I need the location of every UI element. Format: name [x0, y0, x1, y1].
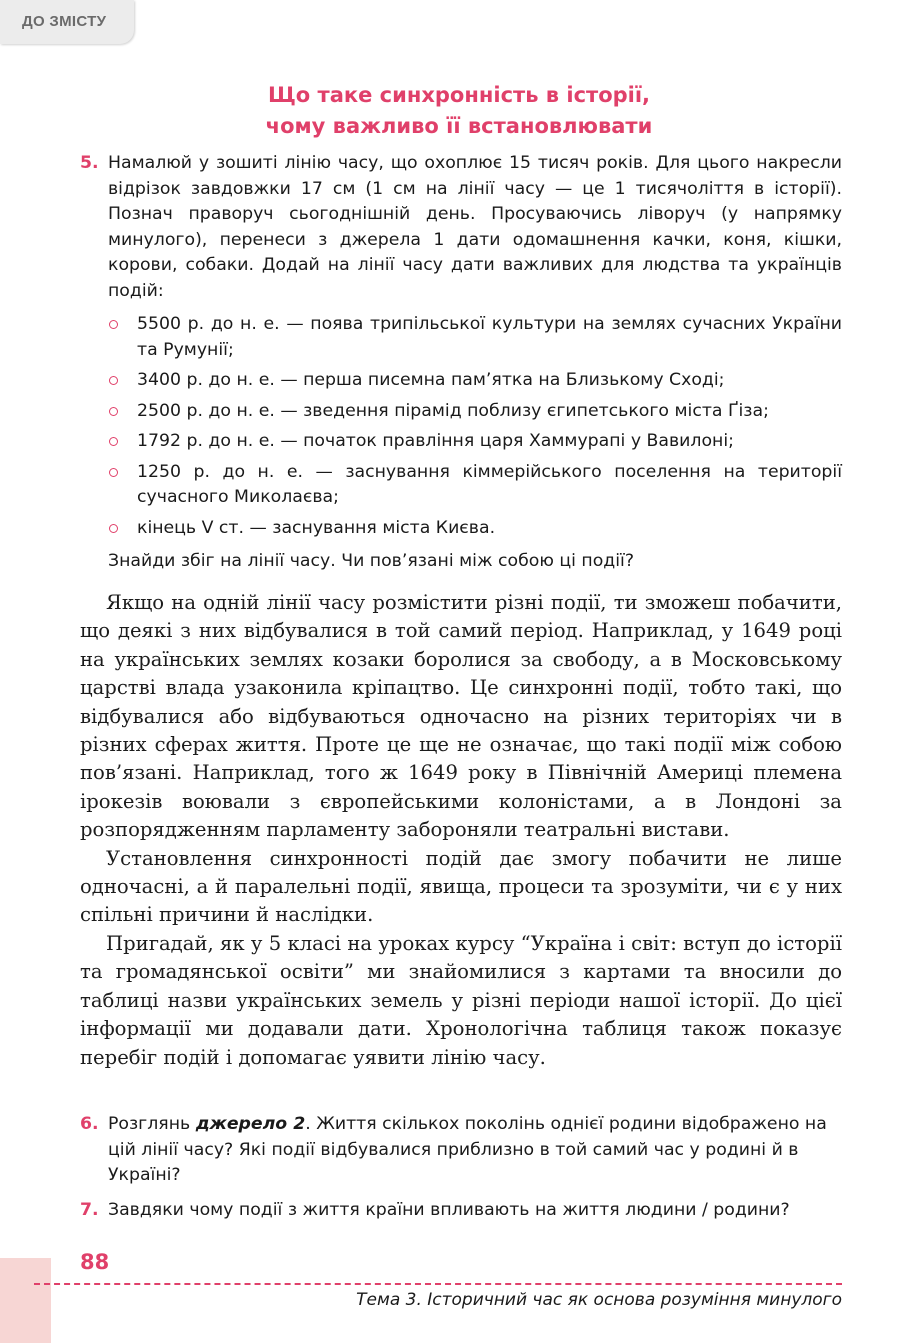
task-7: [80, 1198, 842, 1224]
task-5: [80, 151, 842, 304]
task-7-number: 7.: [80, 1200, 99, 1220]
task-5-number: 5.: [80, 153, 99, 173]
list-item: 1250 р. до н. е. — заснування кіммерійського поселення на території сучасного Миколаєва;: [108, 460, 842, 511]
list-item: 5500 р. до н. е. — поява трипільської культури на землях сучасних України та Румунії;: [108, 312, 842, 363]
list-item: 2500 р. до н. е. — зведення пірамід поблизу єгипетського міста Ґіза;: [108, 399, 842, 425]
page-number: 88: [80, 1250, 110, 1274]
list-item: 1792 р. до н. е. — початок правління царя Хаммурапі у Вавилоні;: [108, 429, 842, 455]
source-reference: джерело 2: [195, 1114, 306, 1134]
heading-line-2: чому важливо її встановлювати: [265, 114, 653, 138]
list-item: кінець V ст. — заснування міста Києва.: [108, 516, 842, 542]
task-5-text: Намалюй у зошиті лінію часу, що охоплює 15 тисяч років. Для цього накресли відрізок завдовжки 17 см (1 см на лінії часу — це 1 тисячоліття в історії). Познач праворуч сьогоднішній день. Просуваючись ліворуч (у напрямку минулого), перенеси з джерела 1 дати одомашнення качки, коня, кішки, корови, собаки. Додай на лінії часу дати важливих для людства та українців подій:: [108, 153, 842, 301]
bullet-circle-icon: [109, 376, 118, 385]
bullet-circle-icon: [109, 524, 118, 533]
list-item: 3400 р. до н. е. — перша писемна пам’ятка на Близькому Сході;: [108, 368, 842, 394]
event-list: [108, 312, 842, 546]
running-footer: Тема 3. Історичний час як основа розуміння минулого: [356, 1290, 842, 1310]
task-7-text: Завдяки чому події з життя країни впливають на життя людини / родини?: [108, 1200, 790, 1220]
page-corner-strip: [0, 1258, 51, 1343]
task-5-question: Знайди збіг на лінії часу. Чи пов’язані між собою ці події?: [108, 551, 635, 571]
toc-link[interactable]: ДО ЗМІСТУ: [0, 0, 134, 44]
paragraph-parallel-events: Установлення синхронності подій дає змогу побачити не лише одночасні, а й паралельні події, явища, процеси та зрозуміти, чи є у них спільні причини й наслідки.: [80, 846, 842, 927]
task-6-text: Розглянь джерело 2. Життя скількох поколінь однієї родини відображено на цій лінії часу? Які події відбувалися приблизно в той самий час у родині й в Україні?: [108, 1114, 827, 1185]
task-6-number: 6.: [80, 1114, 99, 1134]
bullet-circle-icon: [109, 407, 118, 416]
paragraph-synchronous-events: Якщо на одній лінії часу розмістити різні події, ти зможеш побачити, що деякі з них відбувалися в той самий період. Наприклад, у 1649 році на українських землях козаки боролися за свободу, а в Московському царстві влада узаконила кріпацтво. Це синхронні події, тобто такі, що відбувалися або відбуваються одночасно на різних територіях чи в різних сферах життя. Проте це ще не означає, що такі події між собою пов’язані. Наприклад, того ж 1649 року в Північній Америці племена ірокезів воювали з європейськими колоністами, а в Лондоні за розпорядженням парламенту забороняли театральні вистави.: [80, 591, 842, 842]
main-text: [80, 589, 842, 1072]
section-heading: [0, 80, 918, 142]
paragraph-chronological-table: Пригадай, як у 5 класі на уроках курсу “Україна і світ: вступ до історії та громадянської освіти” ми знайомилися з картами та вносили до таблиці назви українських земель у різні періоди нашої історії. До цієї інформації ми додавали дати. Хронологічна таблиця також показує перебіг подій і допомагає уявити лінію часу.: [80, 931, 842, 1069]
bullet-circle-icon: [109, 437, 118, 446]
footer-divider: [34, 1283, 842, 1285]
task-6: [80, 1112, 842, 1189]
heading-line-1: Що таке синхронність в історії,: [267, 83, 651, 107]
bullet-circle-icon: [109, 320, 118, 329]
bullet-circle-icon: [109, 468, 118, 477]
